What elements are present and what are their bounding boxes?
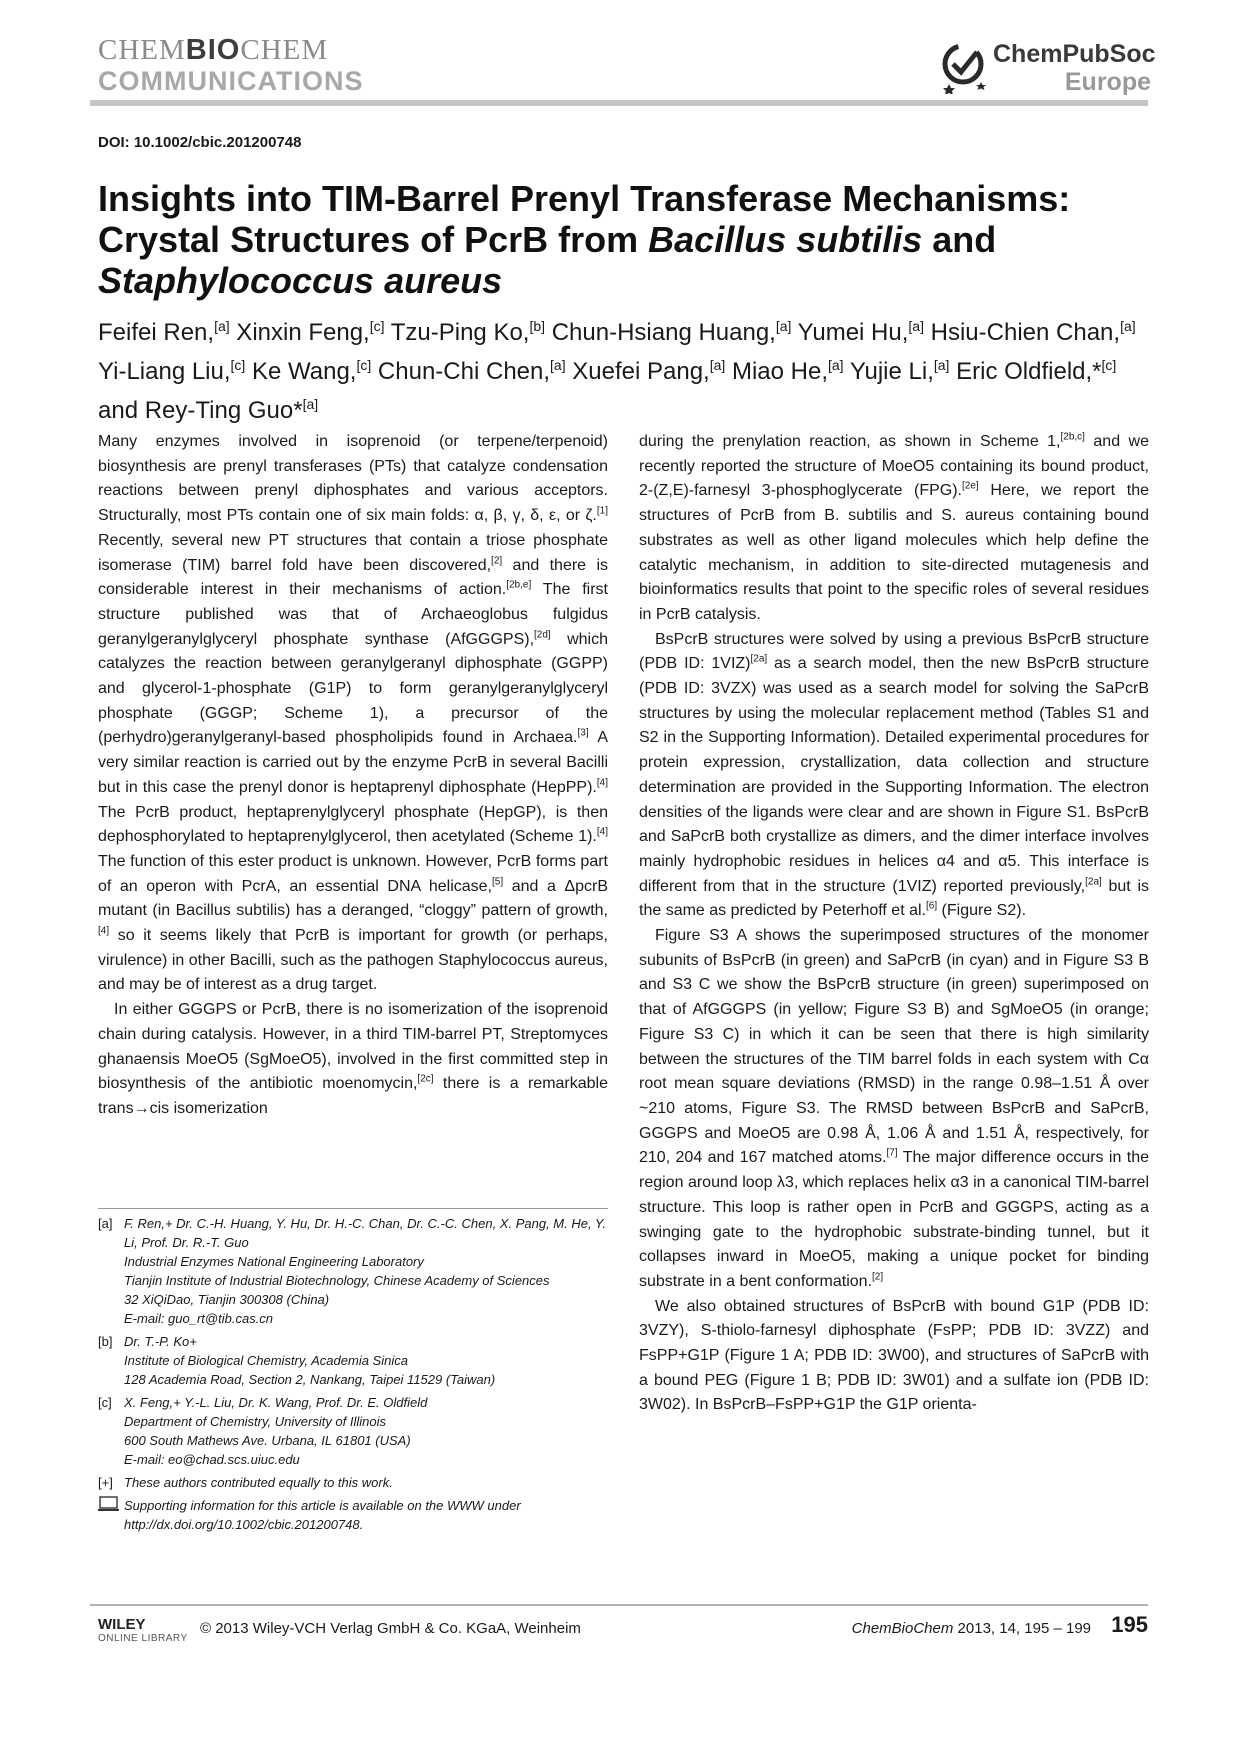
author-name: Miao He, (725, 358, 828, 385)
author-name: Yumei Hu, (791, 319, 909, 346)
author-name: Tzu-Ping Ko, (384, 319, 530, 346)
body-column-right (639, 430, 1149, 1418)
email-link[interactable]: E-mail: eo@chad.scs.uiuc.edu (124, 1452, 300, 1467)
footnote-plus: [+] These authors contributed equally to this work. (98, 1475, 393, 1490)
body-paragraph: In either GGGPS or PcrB, there is no isomerization of the isoprenoid chain during catalysis. However, in a third TIM-barrel PT, Streptomyces ghanaensis MoeO5 (SgMoeO5), involved in the first committed step in biosynthesis of the antibiotic moenomycin,[2c] there is a remarkable trans→cis isomerization (98, 1001, 608, 1117)
article-type: COMMUNICATIONS (98, 66, 364, 96)
copyright: © 2013 Wiley-VCH Verlag GmbH & Co. KGaA, Weinheim (200, 1620, 581, 1637)
author-name: Xinxin Feng, (229, 319, 370, 346)
affiliation-mark: [b] (529, 318, 546, 334)
footnote-c: [c] X. Feng,+ Y.-L. Liu, Dr. K. Wang, Prof. Dr. E. Oldfield Department of Chemistry, University of Illinois 600 South Mathews Ave. Urbana, IL 61801 (USA) E-mail: eo@chad.scs.uiuc.edu (98, 1395, 428, 1467)
author-name: Yujie Li, (843, 358, 934, 385)
author-name: Chun-Hsiang Huang, (545, 319, 776, 346)
wiley-logo[interactable]: WILEY ONLINE LIBRARY (98, 1616, 188, 1644)
affiliation-footnotes (98, 1214, 608, 1538)
body-paragraph: Figure S3 A shows the superimposed structures of the monomer subunits of BsPcrB (in green) and SaPcrB (in cyan) and in Figure S3 B and S3 C we show the BsPcrB structure (in green) superimposed on that of AfGGGPS (in yellow; Figure S3 B) and SgMoeO5 (in orange; Figure S3 C) in which it can be seen that there is high similarity between the structures of the TIM barrel folds in each system with Cα root mean square deviations (RMSD) in the range 0.98–1.51 Å over ~210 atoms, Figure S3. The RMSD between BsPcrB and SaPcrB, GGGPS and MoeO5 are 0.98 Å, 1.06 Å and 1.51 Å, respectively, for 210, 204 and 167 matched atoms.[7] The major difference occurs in the region around loop λ3, which replaces helix α3 in a canonical TIM-barrel structure. This loop is rather open in PcrB and GGGPS, acting as a swinging gate to the hydrophobic substrate-binding tunnel, but it collapses inward in MoeO5, making a unique pocket for binding substrate in a bent conformation.[2] (639, 927, 1149, 1290)
body-column-left (98, 430, 608, 1122)
publisher-name: ChemPubSoc (993, 40, 1156, 68)
affiliation-mark: [a] (302, 396, 319, 412)
body-paragraph: during the prenylation reaction, as shown in Scheme 1,[2b,c] and we recently reported the structure of MoeO5 containing its bound product, 2-(Z,E)-farnesyl 3-phosphoglycerate (FPG).[2e] Here, we report the structures of PcrB from B. subtilis and S. aureus containing bound substrates as well as other ligand molecules which help define the catalytic mechanism, in addition to site-directed mutagenesis and bioinformatics results that point to the specific roles of several residues in PcrB catalysis. (639, 431, 1149, 623)
affiliation-mark: [a] (828, 357, 844, 373)
affiliation-mark: [a] (709, 357, 726, 373)
footnote-a: [a] F. Ren,+ Dr. C.-H. Huang, Y. Hu, Dr. H.-C. Chan, Dr. C.-C. Chen, X. Pang, M. He, Y. Li, Prof. Dr. R.-T. Guo Industrial Enzymes National Engineering Laboratory Tianjin Institute of Industrial Biotechnology, Chinese Academy of Sciences 32 XiQiDao, Tianjin 300308 (China) E-mail: guo_rt@tib.cas.cn (98, 1216, 607, 1326)
citation: ChemBioChem 2013, 14, 195 – 199 (851, 1620, 1091, 1637)
affiliation-mark: [c] (1101, 357, 1117, 373)
affiliation-mark: [a] (214, 318, 230, 334)
doi[interactable]: DOI: 10.1002/cbic.201200748 (98, 134, 302, 151)
author-name: and Rey-Ting Guo* (98, 397, 303, 424)
author-name: Feifei Ren, (98, 319, 215, 346)
computer-screen-icon (98, 1496, 120, 1512)
supporting-info-link[interactable]: http://dx.doi.org/10.1002/cbic.201200748. (124, 1517, 364, 1532)
footer-rule (90, 1604, 1148, 1606)
body-paragraph: BsPcrB structures were solved by using a previous BsPcrB structure (PDB ID: 1VIZ)[2a] as a search model, then the new BsPcrB structure (PDB ID: 3VZX) was used as a search model for solving the SaPcrB structures by using the molecular replacement method (Tables S1 and S2 in the Supporting Information). Detailed experimental procedures for protein expression, crystallization, data collection and structure determination are provided in the Supporting Information. The electron densities of the ligands were clear and are shown in Figure S1. BsPcrB and SaPcrB both crystallize as dimers, and the dimer interface involves mainly hydrophobic residues in helices α4 and α5. This interface is different from that in the structure (1VIZ) reported previously,[2a] but is the same as predicted by Peterhoff et al.[6] (Figure S2). (639, 630, 1150, 920)
affiliation-mark: [a] (550, 357, 566, 373)
author-list (98, 310, 1148, 427)
affiliation-mark: [a] (775, 318, 792, 334)
affiliation-mark: [a] (1120, 318, 1136, 334)
author-name: Yi-Liang Liu, (98, 358, 231, 385)
author-name: Hsiu-Chien Chan, (923, 319, 1121, 346)
author-name: Xuefei Pang, (565, 358, 710, 385)
affiliation-mark: [c] (230, 357, 246, 373)
footnote-rule (98, 1208, 608, 1209)
page-number: 195 (1111, 1612, 1148, 1637)
affiliation-mark: [c] (369, 318, 385, 334)
author-name: Chun-Chi Chen, (371, 358, 551, 385)
publisher-region: Europe (1064, 68, 1151, 96)
affiliation-mark: [c] (356, 357, 372, 373)
header-rule (90, 100, 1148, 106)
email-link[interactable]: E-mail: guo_rt@tib.cas.cn (124, 1311, 274, 1326)
affiliation-mark: [a] (908, 318, 924, 334)
footnote-supporting-info: Supporting information for this article is available on the WWW under http://dx.doi.org/10.1002/cbic.201200748. (98, 1496, 608, 1534)
body-paragraph: We also obtained structures of BsPcrB with bound G1P (PDB ID: 3VZY), S-thiolo-farnesyl diphosphate (FsPP; PDB ID: 3VZZ) and FsPP+G1P (Figure 1 A; PDB ID: 3W00), and structures of SaPcrB with a bound PEG (Figure 1 B; PDB ID: 3W01) and a sulfate ion (PDB ID: 3W02). In BsPcrB–FsPP+G1P the G1P orienta- (639, 1297, 1149, 1414)
body-paragraph: Many enzymes involved in isoprenoid (or terpene/terpenoid) biosynthesis are prenyl transferases (PTs) that catalyze condensation reactions between prenyl diphosphates and various acceptors. Structurally, most PTs contain one of six main folds: α, β, γ, δ, ε, or ζ.[1] Recently, several new PT structures that contain a triose phosphate isomerase (TIM) barrel fold have been discovered,[2] and there is considerable interest in their mechanisms of action.[2b,e] The first structure published was that of Archaeoglobus fulgidus geranylgeranylglyceryl phosphate synthase (AfGGGPS),[2d] which catalyzes the reaction between geranylgeranyl diphosphate (GGPP) and glycerol-1-phosphate (G1P) to form geranylgeranylglyceryl phosphate (GGGP; Scheme 1), a precursor of the (perhydro)geranylgeranyl-based phospholipids found in Archaea.[3] A very similar reaction is carried out by the enzyme PcrB in several Bacilli but in this case the prenyl donor is heptaprenyl diphosphate (HepPP).[4] The PcrB product, heptaprenylglyceryl phosphate (HepGP), is then dephosphorylated to heptaprenylglycerol, then acetylated (Scheme 1).[4] The function of this ester product is unknown. However, PcrB forms part of an operon with PcrA, an essential DNA helicase,[5] and a ΔpcrB mutant (in Bacillus subtilis) has a deranged, “cloggy” pattern of growth,[4] so it seems likely that PcrB is important for growth (or perhaps, virulence) in other Bacilli, such as the pathogen Staphylococcus aureus, and may be of interest as a drug target. (98, 433, 609, 994)
journal-name: CHEMBIOCHEM (98, 34, 329, 66)
star-circle-logo-icon (941, 38, 989, 94)
affiliation-mark: [a] (933, 357, 950, 373)
article-title: Insights into TIM-Barrel Prenyl Transferase Mechanisms: Crystal Structures of PcrB from Bacillus subtilis and Staphylococcus aureus (98, 178, 1071, 301)
footnote-b: [b] Dr. T.-P. Ko+ Institute of Biological Chemistry, Academia Sinica 128 Academia Road, Section 2, Nankang, Taipei 11529 (Taiwan) (98, 1334, 496, 1387)
author-name: Eric Oldfield,* (949, 358, 1102, 385)
publisher-logo (941, 38, 1156, 96)
author-name: Ke Wang, (245, 358, 357, 385)
